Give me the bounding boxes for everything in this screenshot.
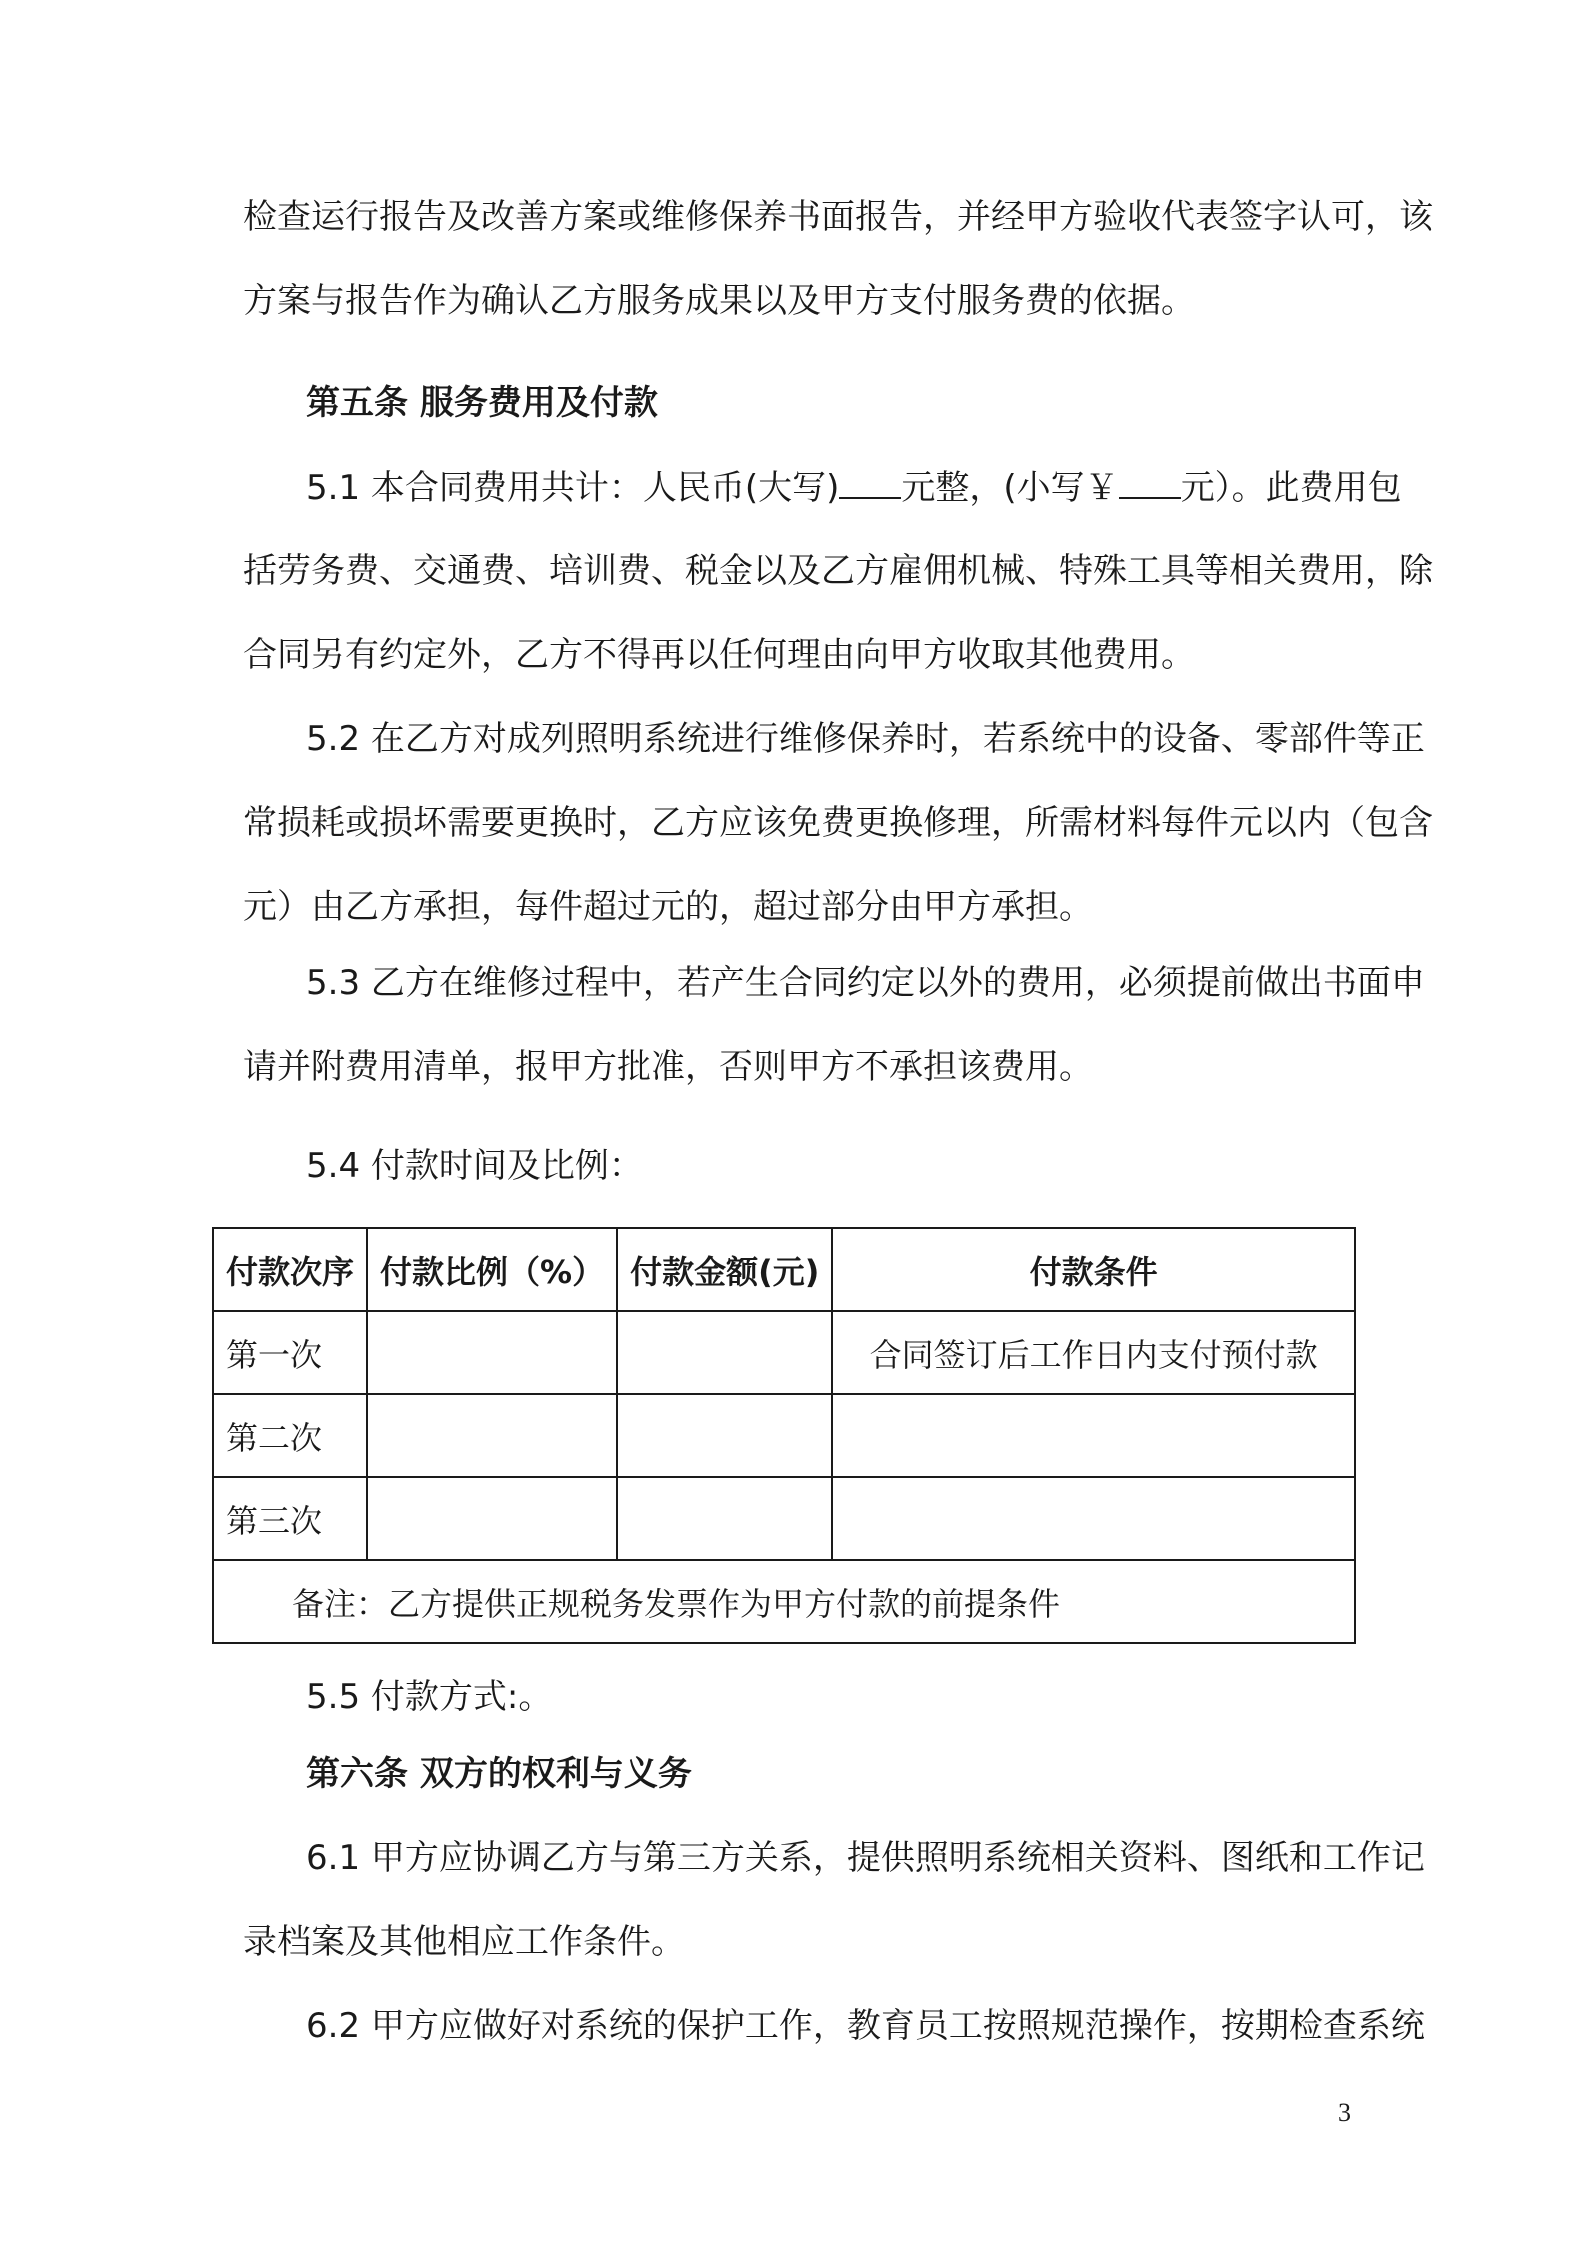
- section-5-1-text-a: 5.1 本合同费用共计：人民币(大写): [306, 468, 840, 508]
- table-note: 备注：乙方提供正规税务发票作为甲方付款的前提条件: [213, 1560, 1355, 1643]
- section-5-3-line-2: 请并附费用清单，报甲方批准，否则甲方不承担该费用。: [243, 1047, 1093, 1087]
- cell-order: 第一次: [213, 1311, 367, 1394]
- table-row: [213, 1477, 1355, 1560]
- cell-condition: [832, 1394, 1355, 1477]
- section-5-1-text-c: 元）。此费用包: [1180, 468, 1402, 508]
- amount-uppercase-blank: [839, 467, 901, 499]
- cell-amount: [617, 1477, 832, 1560]
- paragraph-line: 检查运行报告及改善方案或维修保养书面报告，并经甲方验收代表签字认可，该: [243, 197, 1433, 237]
- cell-amount: [617, 1394, 832, 1477]
- header-ratio: 付款比例（%）: [367, 1228, 617, 1311]
- amount-lowercase-blank: [1119, 467, 1181, 499]
- cell-ratio: [367, 1394, 617, 1477]
- cell-order: 第二次: [213, 1394, 367, 1477]
- section-5-1-line-3: 合同另有约定外，乙方不得再以任何理由向甲方收取其他费用。: [243, 635, 1195, 675]
- page-number: 3: [1338, 2098, 1351, 2127]
- table-header-row: [213, 1228, 1355, 1311]
- header-condition: 付款条件: [832, 1228, 1355, 1311]
- payment-table: [212, 1227, 1356, 1644]
- table-note-row: [213, 1560, 1355, 1643]
- header-amount: 付款金额(元): [617, 1228, 832, 1311]
- section-6-1-line-2: 录档案及其他相应工作条件。: [243, 1922, 685, 1962]
- section-5-4-title: 5.4 付款时间及比例：: [306, 1146, 643, 1186]
- section-5-5: 5.5 付款方式:。: [306, 1677, 553, 1717]
- cell-ratio: [367, 1311, 617, 1394]
- section-5-2-line-3: 元）由乙方承担，每件超过元的，超过部分由甲方承担。: [243, 887, 1093, 927]
- cell-ratio: [367, 1477, 617, 1560]
- section-5-2-line-1: 5.2 在乙方对成列照明系统进行维修保养时，若系统中的设备、零部件等正: [306, 719, 1425, 759]
- article-5-title: 第五条 服务费用及付款: [306, 383, 658, 423]
- cell-condition: 合同签订后工作日内支付预付款: [832, 1311, 1355, 1394]
- cell-condition: [832, 1477, 1355, 1560]
- section-5-3-line-1: 5.3 乙方在维修过程中，若产生合同约定以外的费用，必须提前做出书面申: [306, 963, 1425, 1003]
- section-5-1-line-1: [306, 467, 1402, 508]
- section-5-1-text-b: 元整，(小写￥: [901, 468, 1119, 508]
- section-6-2-line-1: 6.2 甲方应做好对系统的保护工作，教育员工按照规范操作，按期检查系统: [306, 2006, 1425, 2046]
- article-6-title: 第六条 双方的权利与义务: [306, 1754, 692, 1794]
- cell-amount: [617, 1311, 832, 1394]
- table-row: [213, 1311, 1355, 1394]
- section-5-2-line-2: 常损耗或损坏需要更换时，乙方应该免费更换修理，所需材料每件元以内（包含: [243, 803, 1433, 843]
- section-5-1-line-2: 括劳务费、交通费、培训费、税金以及乙方雇佣机械、特殊工具等相关费用，除: [243, 551, 1433, 591]
- table-row: [213, 1394, 1355, 1477]
- cell-order: 第三次: [213, 1477, 367, 1560]
- section-6-1-line-1: 6.1 甲方应协调乙方与第三方关系，提供照明系统相关资料、图纸和工作记: [306, 1838, 1425, 1878]
- paragraph-line: 方案与报告作为确认乙方服务成果以及甲方支付服务费的依据。: [243, 281, 1195, 321]
- header-order: 付款次序: [213, 1228, 367, 1311]
